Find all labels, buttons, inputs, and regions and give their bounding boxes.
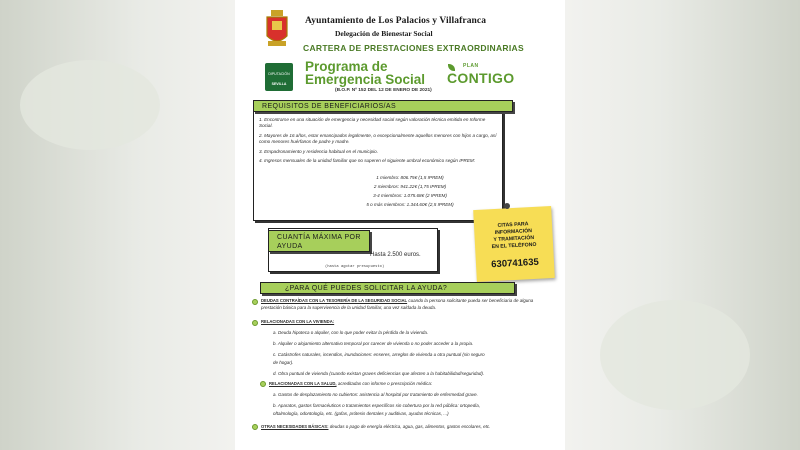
health-item: a. Gastos de desplazamiento no cubiertos: asistencia al hospital por tratamiento de enfermedad grave. <box>273 392 478 397</box>
other-section <box>261 424 551 431</box>
sticky-line: EN EL TELÉFONO <box>491 241 537 251</box>
housing-item: c. Catástrofes naturales, incendios, inundaciones: enseres, arreglos de vivienda u otra puntual (sin seguro <box>273 352 485 357</box>
requirement-item: 2. Mayores de 16 años, estar emancipados legalmente, o excepcionalmente aquellos menores con hijos a cargo, así como menores huérfanos de padre y madre. <box>259 132 497 145</box>
background-blob <box>600 300 750 410</box>
amount-heading: CUANTÍA MÁXIMA POR AYUDA <box>268 230 370 252</box>
phone-number[interactable]: 630741635 <box>490 256 540 271</box>
diputacion-logo-line1: DIPUTACIÓN <box>268 72 290 76</box>
program-title-line1: Programa de <box>305 59 388 74</box>
sticky-line: CITAS PARA <box>497 221 529 229</box>
requirement-item: 4. Ingresos mensuales de la unidad familiar que no superen el siguiente umbral económico según IPREM: <box>259 158 476 164</box>
housing-section <box>261 319 531 326</box>
housing-item: d. Obra puntual de vivienda (cuando existan graves deficiencias que afecten a la habitabilidad/seguridad). <box>273 371 485 376</box>
sticky-line: INFORMACIÓN <box>494 228 533 236</box>
bullet-icon <box>252 299 258 305</box>
bop-reference: (B.O.P. Nº 152 DEL 12 DE ENERO DE 2021) <box>335 88 432 93</box>
background-blob <box>20 60 160 150</box>
income-thresholds <box>350 175 470 211</box>
debts-title: DEUDAS CONTRAÍDAS CON LA TESORERÍA DE LA SEGURIDAD SOCIAL <box>261 298 408 303</box>
other-text: deudas o pago de energía eléctrica, agua, gas, alimentos, gastos escolares, etc. <box>329 424 491 429</box>
requirement-item: 1. Encontrarse en una situación de emergencia y necesidad social según valoración técnica emitida en Informe Social. <box>259 117 486 129</box>
diputacion-logo-line2: SEVILLA <box>271 82 287 86</box>
income-row: 1 miembro: 806.75€ (1,5 IPREM) <box>376 175 444 180</box>
other-title: OTRAS NECESIDADES BÁSICAS: <box>261 424 329 429</box>
housing-item: a. Deuda hipoteca o alquiler, con lo que poder evitar la pérdida de la vivienda. <box>273 330 429 335</box>
bullet-icon <box>260 381 266 387</box>
plan-label: PLAN <box>463 63 479 69</box>
diputacion-logo <box>265 63 293 91</box>
requirements-heading: REQUISITOS DE BENEFICIARIOS/AS <box>253 100 513 112</box>
health-title: RELACIONADAS CON LA SALUD, <box>269 381 337 386</box>
program-title-line2: Emergencia Social <box>305 72 426 87</box>
appointment-sticky-note <box>473 206 555 282</box>
health-item: oftalmología, odontología, etc. (gafas, prótesis dentales y auditivas, ayudas técnicas, ...) <box>273 411 449 416</box>
housing-title: RELACIONADAS CON LA VIVIENDA: <box>261 319 335 324</box>
housing-item: b. Alquiler o alojamiento alternativo temporal por carecer de vivienda o no poder acceder a la propia. <box>273 341 474 346</box>
sticky-text <box>474 220 553 252</box>
requirements-box <box>253 108 503 221</box>
requirements-list <box>259 117 499 164</box>
income-row: 3-4 miembros: 1.075.68€ (2 IPREM) <box>373 192 447 198</box>
uses-heading: ¿PARA QUÉ PUEDES SOLICITAR LA AYUDA? <box>260 282 515 294</box>
contigo-logo: CONTIGO <box>447 70 515 86</box>
amount-value: Hasta 2.500 euros. <box>370 252 421 258</box>
housing-item: de hogar). <box>273 360 294 365</box>
health-item: b. Aparatos, gastos farmacéuticos o tratamientos específicos sin cobertura por la red pública: ortopedia, <box>273 403 480 408</box>
amount-note: (hasta agotar presupuesto) <box>325 265 385 269</box>
bullet-icon <box>252 320 258 326</box>
program-title <box>305 60 425 86</box>
health-text: acreditadas con informe o prescripción médica: <box>337 381 433 386</box>
health-section <box>269 381 539 388</box>
income-row: 5 o más miembros: 1.344.60€ (2,5 IPREM) <box>366 201 454 207</box>
department-name: Delegación de Bienestar Social <box>335 29 433 38</box>
pushpin-icon <box>504 203 510 209</box>
sticky-line: Y TRAMITACIÓN <box>493 234 535 244</box>
income-row: 2 miembros: 941.22€ (1,75 IPREM) <box>373 183 447 189</box>
bullet-icon <box>252 424 258 430</box>
flyer-document <box>235 0 565 450</box>
coat-of-arms-icon <box>265 10 289 48</box>
debts-text: cuando la persona solicitante pueda ser beneficiaria de alguna prestación básica para la supervivencia de la unidad familiar, una vez saldada la deuda. <box>261 298 534 310</box>
debts-section <box>261 298 551 311</box>
requirement-item: 3. Empadronamiento y residencia habitual en el municipio. <box>259 148 378 154</box>
cartera-heading: CARTERA DE PRESTACIONES EXTRAORDINARIAS <box>303 43 524 53</box>
town-hall-name: Ayuntamiento de Los Palacios y Villafranca <box>305 16 487 26</box>
